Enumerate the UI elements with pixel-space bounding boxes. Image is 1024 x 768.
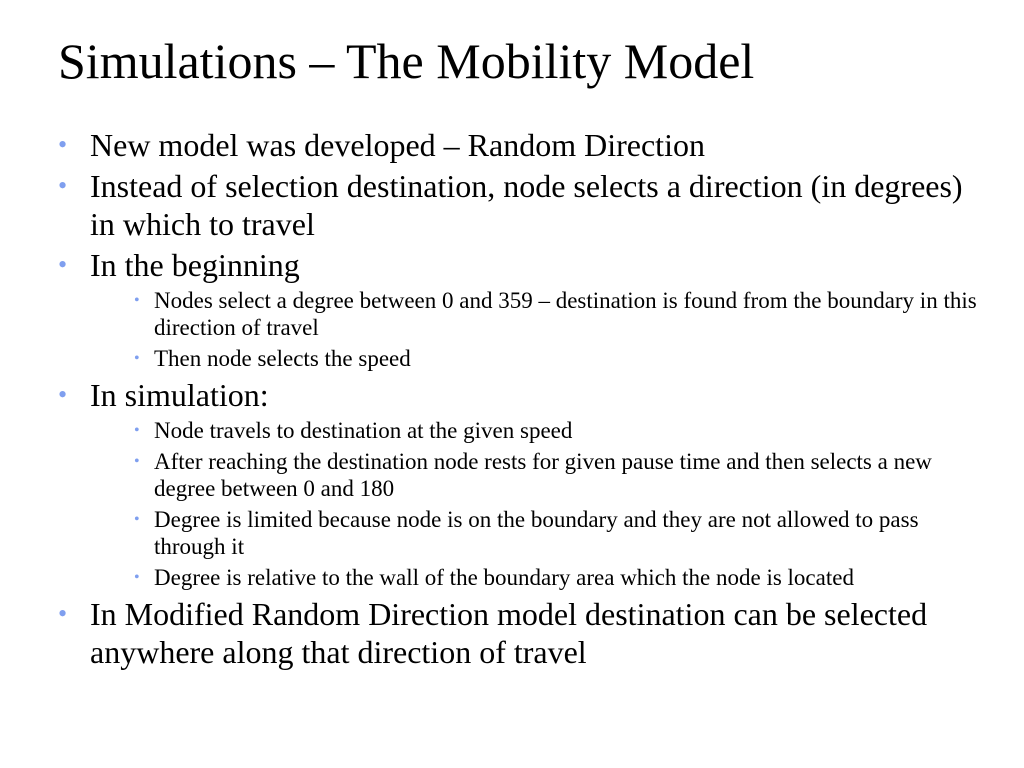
bullet-item <box>56 595 986 671</box>
sub-bullet-marker: • <box>134 292 140 309</box>
sub-bullet-item <box>132 287 986 341</box>
sub-bullet-marker: • <box>134 569 140 586</box>
bullet-item <box>56 376 986 414</box>
bullet-item <box>56 246 986 284</box>
bullet-text: In Modified Random Direction model destination can be selected anywhere along that direction of travel <box>90 596 928 670</box>
sub-bullet-marker: • <box>134 422 140 439</box>
sub-bullet-text: Degree is relative to the wall of the boundary area which the node is located <box>154 565 854 590</box>
sub-bullet-text: Nodes select a degree between 0 and 359 – destination is found from the boundary in this direction of travel <box>154 288 977 340</box>
sub-bullet-item <box>132 417 986 444</box>
sub-bullet-item <box>132 448 986 502</box>
sub-bullet-text: Then node selects the speed <box>154 346 411 371</box>
sub-bullet-marker: • <box>134 511 140 528</box>
sub-bullet-text: Node travels to destination at the given speed <box>154 418 573 443</box>
slide-title: Simulations – The Mobility Model <box>58 33 755 89</box>
bullet-marker: • <box>58 599 68 628</box>
bullet-text: New model was developed – Random Direction <box>90 127 705 163</box>
sub-bullet-text: Degree is limited because node is on the boundary and they are not allowed to pass through it <box>154 507 919 559</box>
sub-bullet-item <box>132 564 986 591</box>
bullet-marker: • <box>58 130 68 159</box>
sub-bullet-text: After reaching the destination node rests for given pause time and then selects a new degree between 0 and 180 <box>154 449 932 501</box>
bullet-marker: • <box>58 171 68 200</box>
bullet-marker: • <box>58 250 68 279</box>
sub-bullet-item <box>132 506 986 560</box>
sub-bullet-marker: • <box>134 350 140 367</box>
sub-bullet-marker: • <box>134 453 140 470</box>
bullet-item <box>56 126 986 164</box>
sub-bullet-item <box>132 345 986 372</box>
bullet-text: In simulation: <box>90 377 269 413</box>
bullet-item <box>56 167 986 243</box>
slide-content <box>56 126 986 674</box>
bullet-marker: • <box>58 380 68 409</box>
bullet-text: Instead of selection destination, node selects a direction (in degrees) in which to travel <box>90 168 963 242</box>
bullet-text: In the beginning <box>90 247 300 283</box>
